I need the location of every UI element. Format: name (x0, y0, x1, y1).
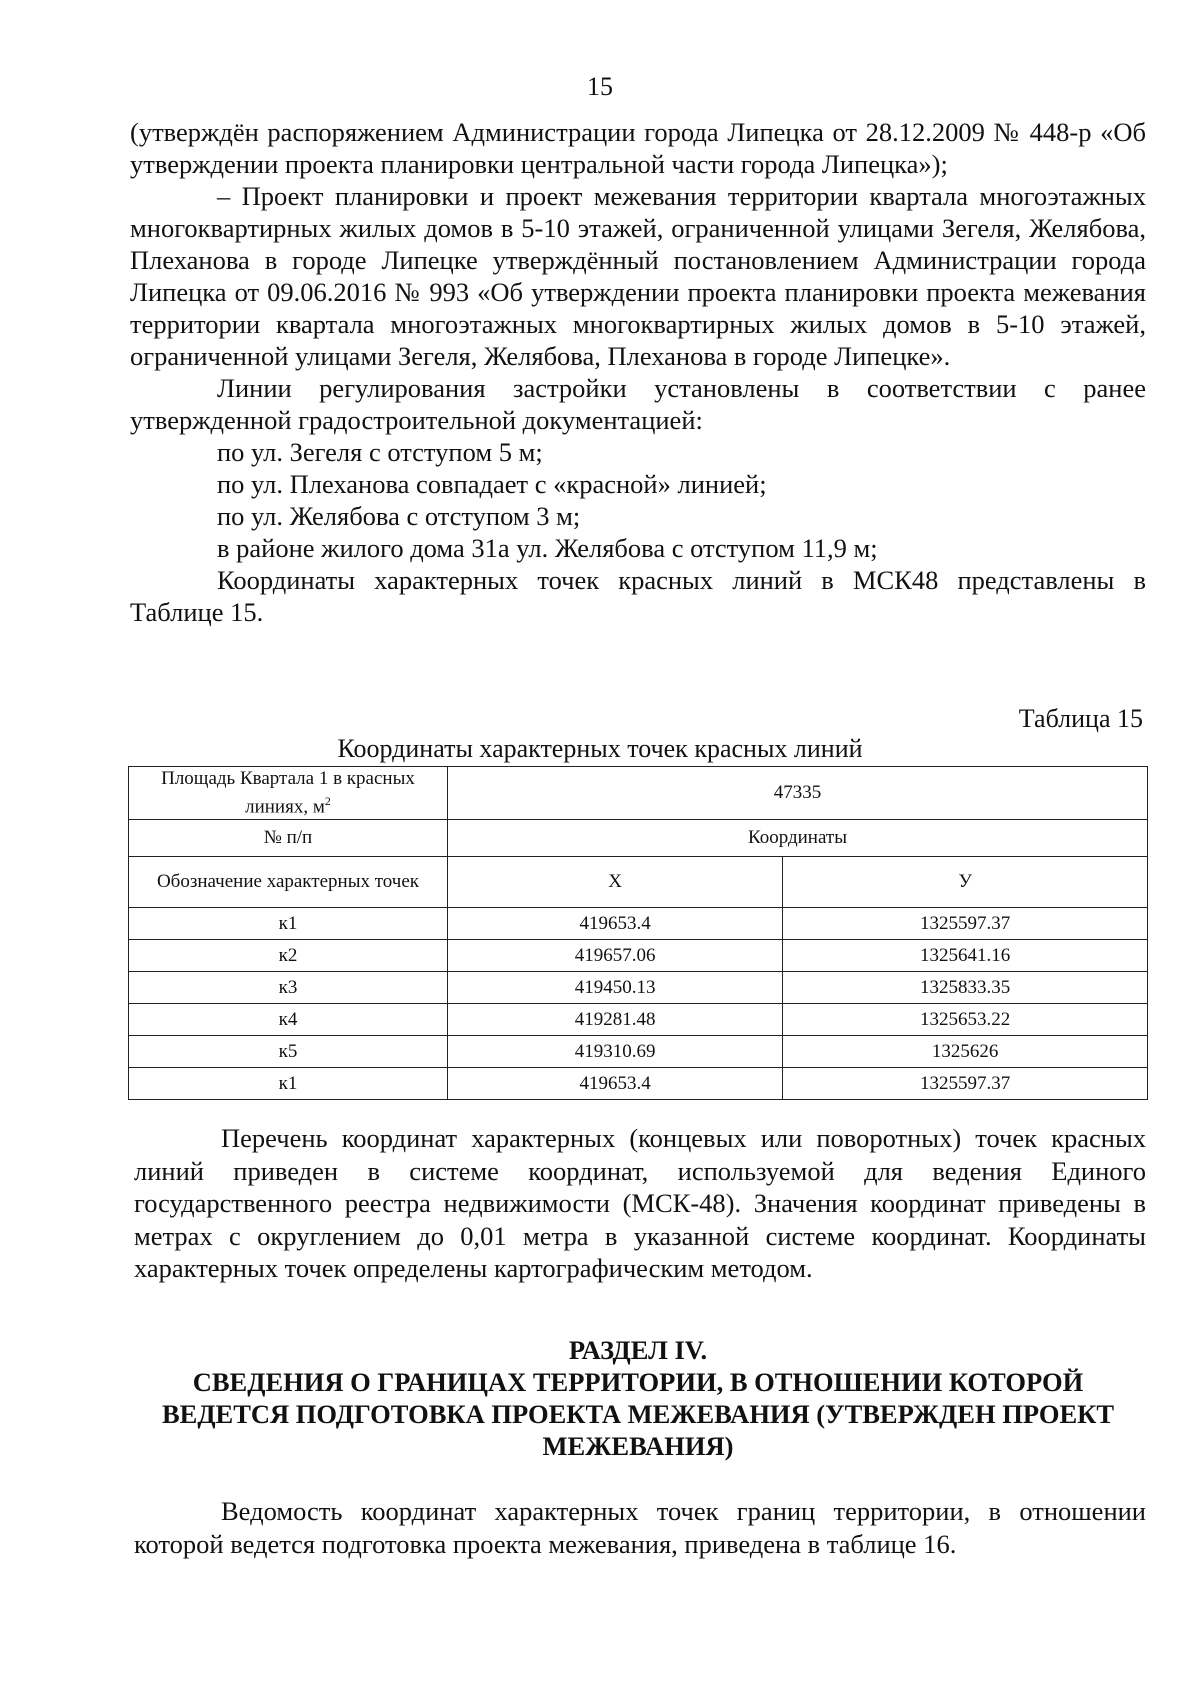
x-cell: 419310.69 (447, 1036, 782, 1068)
paragraph-coordinates-intro: Координаты характерных точек красных линий в МСК48 представлены в Таблице 15. (130, 565, 1146, 627)
coords-label-cell: Координаты (447, 820, 1147, 857)
area-value-cell: 47335 (447, 767, 1147, 820)
table-row (129, 820, 1148, 857)
coordinates-table (128, 766, 1148, 1100)
paragraph-coordinate-system: Перечень координат характерных (концевых или поворотных) точек красных линий приведен в системе координат, используемой для ведения Единого государственного реестра недвижимости (МСК-48). Значения координат приведены в метрах с округлением до 0,01 метра в указанной системе координат. Координаты характерных точек определены картографическим методом. (134, 1123, 1146, 1283)
y-cell: 1325597.37 (783, 1068, 1148, 1100)
list-item: в районе жилого дома 31а ул. Желябова с отступом 11,9 м; (217, 533, 878, 563)
y-cell: 1325626 (783, 1036, 1148, 1068)
table-number-label: Таблица 15 (1018, 704, 1143, 733)
paragraph-approval: (утверждён распоряжением Администрации города Липецка от 28.12.2009 № 448-р «Об утверждении проекта планировки центральной части города Липецка»); (130, 117, 1146, 179)
table-row (129, 940, 1148, 972)
body-text (130, 116, 1146, 628)
paragraph-table16-reference: Ведомость координат характерных точек границ территории, в отношении которой ведется подготовка проекта межевания, приведена в таблице 16. (134, 1496, 1146, 1559)
table-row (129, 972, 1148, 1004)
point-cell: к3 (129, 972, 448, 1004)
section-title: СВЕДЕНИЯ О ГРАНИЦАХ ТЕРРИТОРИИ, В ОТНОШЕНИИ КОТОРОЙ ВЕДЕТСЯ ПОДГОТОВКА ПРОЕКТА МЕЖЕВАНИЯ (УТВЕРЖДЕН ПРОЕКТ МЕЖЕВАНИЯ) (161, 1367, 1115, 1461)
table-row (129, 767, 1148, 820)
x-cell: 419653.4 (447, 1068, 782, 1100)
table-row (129, 1068, 1148, 1100)
area-label-cell: Площадь Квартала 1 в красных линиях, $м^2$ (129, 767, 448, 820)
x-cell: 419281.48 (447, 1004, 782, 1036)
y-header-cell: У (783, 857, 1148, 908)
point-cell: к2 (129, 940, 448, 972)
x-header-cell: Х (447, 857, 782, 908)
x-cell: 419450.13 (447, 972, 782, 1004)
y-cell: 1325653.22 (783, 1004, 1148, 1036)
point-cell: к1 (129, 1068, 448, 1100)
list-item: по ул. Желябова с отступом 3 м; (217, 501, 581, 531)
num-label-cell: № п/п (129, 820, 448, 857)
list-item: по ул. Плеханова совпадает с «красной» линией; (217, 469, 767, 499)
point-cell: к4 (129, 1004, 448, 1036)
point-label-cell: Обозначение характерных точек (129, 857, 448, 908)
y-cell: 1325833.35 (783, 972, 1148, 1004)
section-heading (130, 1334, 1146, 1462)
list-item: по ул. Зегеля с отступом 5 м; (217, 437, 543, 467)
point-cell: к5 (129, 1036, 448, 1068)
table-title: Координаты характерных точек красных линий (337, 734, 863, 763)
x-cell: 419657.06 (447, 940, 782, 972)
table-row (129, 1004, 1148, 1036)
point-cell: к1 (129, 908, 448, 940)
y-cell: 1325597.37 (783, 908, 1148, 940)
x-cell: 419653.4 (447, 908, 782, 940)
paragraph-project-list-item: – Проект планировки и проект межевания территории квартала многоэтажных многоквартирных жилых домов в 5-10 этажей, ограниченной улицами Зегеля, Желябова, Плеханова в городе Липецке утверждённый постановлением Администрации города Липецка от 09.06.2016 № 993 «Об утверждении проекта планировки проекта межевания территории квартала многоэтажных многоквартирных жилых домов в 5-10 этажей, ограниченной улицами Зегеля, Желябова, Плеханова в городе Липецке». (130, 181, 1146, 371)
section-number: РАЗДЕЛ IV. (568, 1335, 708, 1365)
table-row (129, 908, 1148, 940)
y-cell: 1325641.16 (783, 940, 1148, 972)
paragraph-regulation-lines: Линии регулирования застройки установлены в соответствии с ранее утвержденной градостроительной документацией: (130, 373, 1146, 435)
table-header-row (129, 857, 1148, 908)
page-number: 15 (587, 72, 613, 101)
table-row (129, 1036, 1148, 1068)
